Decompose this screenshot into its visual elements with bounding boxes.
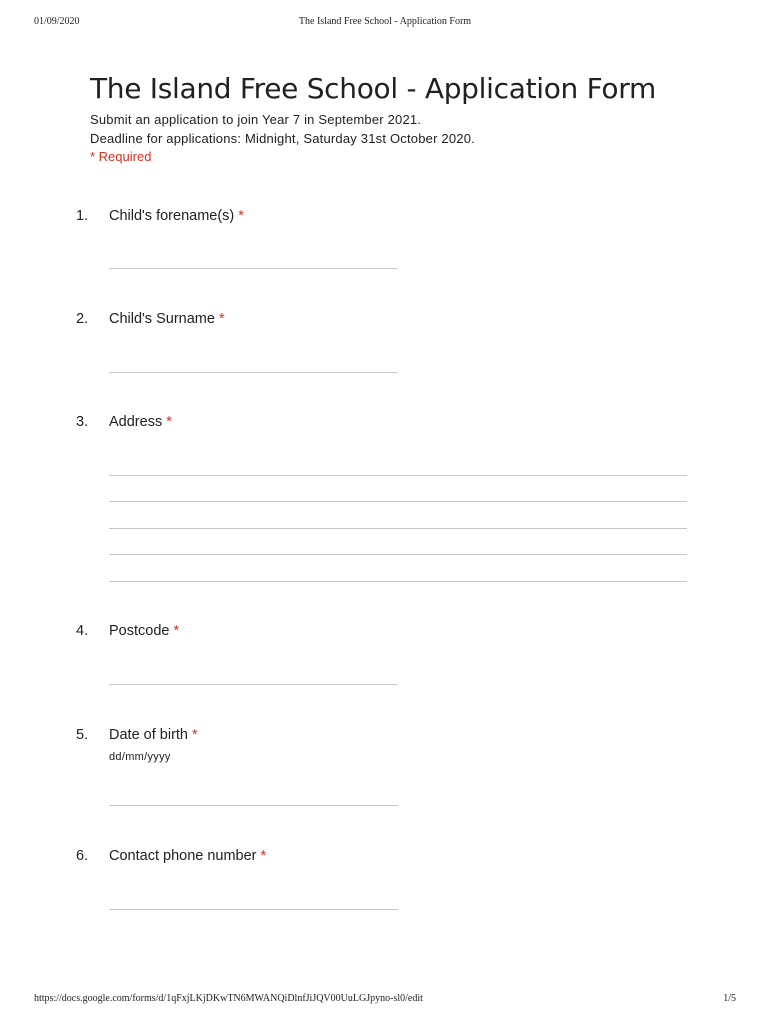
question-3-answer-line[interactable]	[109, 528, 687, 529]
print-footer	[0, 993, 770, 1007]
required-asterisk: *	[218, 311, 225, 327]
print-header	[0, 16, 770, 30]
print-footer-url: https://docs.google.com/forms/d/1qFxjLKjDKwTN6MWANQiDlnfJiJQV00UuLGJpyno-sl0/edit	[34, 993, 423, 1004]
question-3-answer-line[interactable]	[109, 501, 687, 502]
question-2-answer-field[interactable]	[109, 372, 398, 373]
print-header-date: 01/09/2020	[34, 16, 80, 27]
question-4-label	[109, 623, 179, 639]
question-5-answer-field[interactable]	[109, 805, 398, 806]
question-5-number: 5.	[76, 727, 89, 743]
question-1-number: 1.	[76, 208, 89, 224]
question-2-label-text: Child's Surname	[109, 311, 215, 327]
question-4-label-text: Postcode	[109, 623, 170, 639]
question-2-number: 2.	[76, 311, 89, 327]
question-5-label	[109, 727, 198, 743]
question-3-label	[109, 414, 172, 430]
question-3-answer-line[interactable]	[109, 581, 687, 582]
question-6-label	[109, 848, 266, 864]
question-1-answer-field[interactable]	[109, 268, 398, 269]
required-asterisk: *	[173, 623, 180, 639]
question-3-label-text: Address	[109, 414, 163, 430]
question-2-label	[109, 311, 225, 327]
required-asterisk: *	[192, 727, 198, 743]
form-description-line-2: Deadline for applications: Midnight, Saturday 31st October 2020.	[90, 131, 475, 146]
question-6-label-text: Contact phone number	[109, 848, 257, 864]
question-6-number: 6.	[76, 848, 89, 864]
question-5-hint: dd/mm/yyyy	[109, 751, 171, 763]
question-3-number: 3.	[76, 414, 89, 430]
print-footer-page-number: 1/5	[723, 993, 736, 1004]
required-note: * Required	[90, 149, 152, 164]
question-1-label	[109, 208, 244, 224]
required-asterisk: *	[166, 414, 172, 430]
question-6-answer-field[interactable]	[109, 909, 398, 910]
question-4-number: 4.	[76, 623, 89, 639]
form-description-line-1: Submit an application to join Year 7 in September 2021.	[90, 112, 422, 127]
required-asterisk: *	[260, 848, 267, 864]
question-5-label-text: Date of birth	[109, 727, 188, 743]
question-3-answer-line[interactable]	[109, 554, 687, 555]
question-4-answer-field[interactable]	[109, 684, 398, 685]
question-3-answer-line[interactable]	[109, 475, 687, 476]
form-title: The Island Free School - Application Form	[90, 72, 656, 105]
required-asterisk: *	[238, 208, 244, 224]
question-1-label-text: Child's forename(s)	[109, 208, 235, 224]
print-header-title: The Island Free School - Application Form	[298, 16, 472, 27]
